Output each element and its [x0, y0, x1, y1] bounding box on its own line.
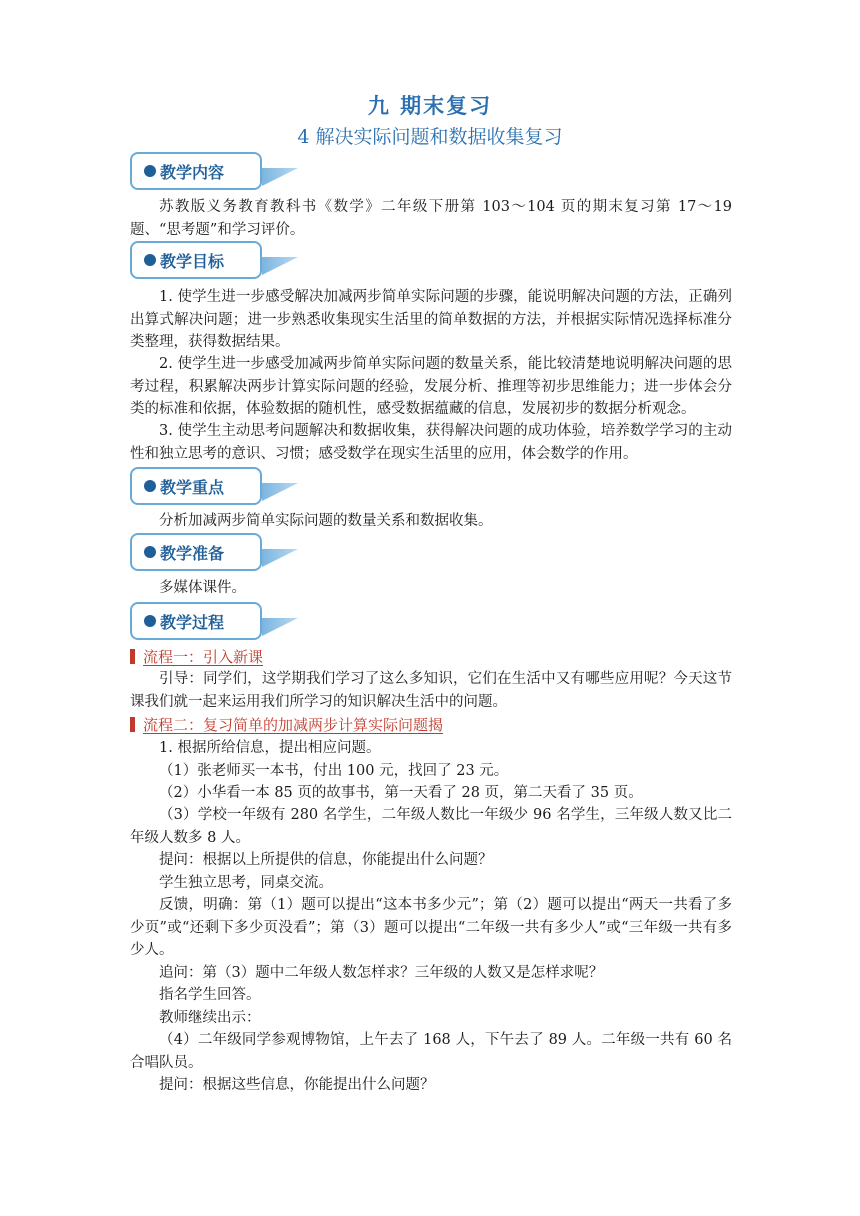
flow-2-line: 指名学生回答。: [159, 987, 261, 1003]
section-label: 教学目标: [160, 251, 225, 271]
content-text: 苏教版义务教育教科书《数学》二年级下册第 103～104 页的期末复习第 17～19 题、“思考题”和学习评价。: [130, 199, 733, 238]
prep-text: 多媒体课件。: [159, 580, 246, 596]
bullet-dot-icon: [144, 615, 156, 627]
flow-bar-icon: [130, 649, 135, 664]
key-text: 分析加减两步简单实际问题的数量关系和数据收集。: [159, 513, 493, 529]
flow-2-line: （4）二年级同学参观博物馆，上午去了 168 人，下午去了 89 人。二年级一共有 60 名合唱队员。: [130, 1032, 732, 1071]
bullet-dot-icon: [144, 254, 156, 266]
section-tag-content: [130, 152, 300, 196]
flow-bar-icon: [130, 717, 135, 732]
flow-2-line: 1. 根据所给信息，提出相应问题。: [159, 740, 381, 756]
bullet-dot-icon: [144, 546, 156, 558]
flow-2-line: （3）学校一年级有 280 名学生，二年级人数比一年级少 96 名学生，三年级人数又比二年级人数多 8 人。: [130, 807, 732, 846]
flow-2-line: 提问：根据以上所提供的信息，你能提出什么问题？: [159, 852, 493, 868]
flow-title: 流程一：引入新课: [143, 648, 264, 666]
flow-2-line: 追问：第（3）题中二年级人数怎样求？三年级的人数又是怎样求呢？: [159, 965, 604, 981]
tag-arrow-decoration: [262, 168, 298, 186]
flow-1-heading: [130, 646, 263, 667]
goal-item-2: 2. 使学生进一步感受加减两步简单实际问题的数量关系，能比较清楚地说明解决问题的思考过程，积累解决两步计算实际问题的经验，发展分析、推理等初步思维能力；进一步体会分类的标准和依据，体验数据的随机性，感受数据蕴藏的信息，发展初步的数据分析观念。: [130, 356, 732, 417]
section-tag-prep: [130, 533, 300, 577]
section-tag-process: [130, 602, 300, 646]
flow-2-heading: [130, 714, 443, 735]
section-label: 教学重点: [160, 477, 225, 497]
flow-2-line: 学生独立思考，同桌交流。: [159, 875, 333, 891]
goal-item-1: 1. 使学生进一步感受解决加减两步简单实际问题的步骤，能说明解决问题的方法，正确列出算式解决问题；进一步熟悉收集现实生活里的简单数据的方法，并根据实际情况选择标准分类整理，获得数据结果。: [130, 289, 732, 350]
section-tag-goals: [130, 241, 300, 285]
bullet-dot-icon: [144, 480, 156, 492]
bullet-dot-icon: [144, 165, 156, 177]
flow-2-line: 提问：根据这些信息，你能提出什么问题？: [159, 1077, 435, 1093]
flow-2-line: （1）张老师买一本书，付出 100 元，找回了 23 元。: [159, 763, 509, 779]
goal-item-3: 3. 使学生主动思考问题解决和数据收集，获得解决问题的成功体验，培养数学学习的主动性和独立思考的意识、习惯；感受数学在现实生活里的应用，体会数学的作用。: [130, 423, 732, 462]
tag-arrow-decoration: [262, 549, 298, 567]
flow-2-line: 反馈，明确：第（1）题可以提出“这本书多少元”；第（2）题可以提出“两天一共看了多少页”或“还剩下多少页没看”；第（3）题可以提出“二年级一共有多少人”或“三年级一共有多少人。: [130, 897, 732, 958]
chapter-title: 九 期末复习: [367, 94, 493, 118]
section-label: 教学过程: [160, 612, 225, 632]
section-tag-key: [130, 467, 300, 511]
section-label: 教学准备: [160, 543, 225, 563]
flow-2-line: （2）小华看一本 85 页的故事书，第一天看了 28 页，第二天看了 35 页。: [159, 785, 643, 801]
tag-arrow-decoration: [262, 483, 298, 501]
flow-1-text: 引导：同学们，这学期我们学习了这么多知识，它们在生活中又有哪些应用呢？今天这节课我们就一起来运用我们所学习的知识解决生活中的问题。: [130, 671, 732, 710]
tag-arrow-decoration: [262, 618, 298, 636]
flow-title: 流程二：复习简单的加减两步计算实际问题揭: [143, 716, 444, 734]
tag-arrow-decoration: [262, 257, 298, 275]
section-label: 教学内容: [160, 162, 225, 182]
flow-2-line: 教师继续出示：: [159, 1010, 261, 1026]
lesson-title: 4 解决实际问题和数据收集复习: [297, 126, 563, 148]
